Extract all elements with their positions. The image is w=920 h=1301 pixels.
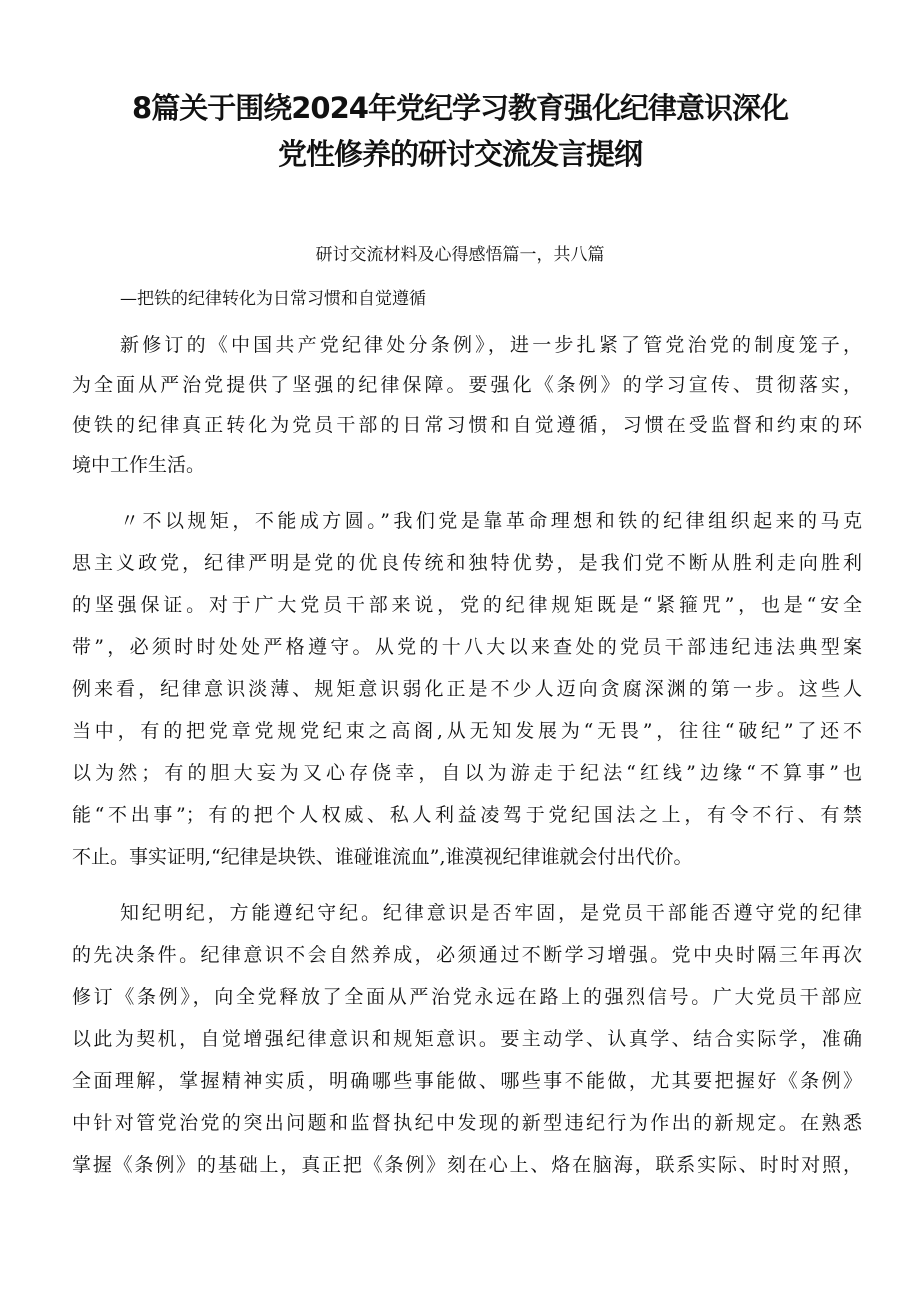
document-title-line-1: 8篇关于围绕2024年党纪学习教育强化纪律意识深化 [132,91,788,125]
paragraph-2-line-7: 以为然；有的胆大妄为又心存侥幸，自以为游走于纪法“红线”边缘“不算事”也 [72,762,862,784]
paragraph-2-line-5: 例来看，纪律意识淡薄、规矩意识弱化正是不少人迈向贪腐深渊的第一步。这些人 [72,678,862,700]
paragraph-3-line-6: 中针对管党治党的突出问题和监督执纪中发现的新型违纪行为作出的新规定。在熟悉 [72,1112,862,1134]
paragraph-2-line-9: 不止。事实证明,“纪律是块铁、谁碰谁流血”,谁漠视纪律谁就会付出代价。 [72,846,693,868]
document-title-line-2: 党性修养的研讨交流发言提纲 [277,137,642,171]
paragraph-3-line-1: 知纪明纪，方能遵纪守纪。纪律意识是否牢固，是党员干部能否遵守党的纪律 [120,902,862,924]
paragraph-3-line-2: 的先决条件。纪律意识不会自然养成，必须通过不断学习增强。党中央时隔三年再次 [72,944,862,966]
paragraph-3-line-4: 以此为契机，自觉增强纪律意识和规矩意识。要主动学、认真学、结合实际学，准确 [72,1028,862,1050]
paragraph-2-line-6: 当中，有的把党章党规党纪束之高阁,从无知发展为“无畏”，往往“破纪”了还不 [72,720,862,742]
paragraph-3-line-7: 掌握《条例》的基础上，真正把《条例》刻在心上、烙在脑海，联系实际、时时对照， [72,1154,862,1176]
paragraph-1-line-2: 为全面从严治党提供了坚强的纪律保障。要强化《条例》的学习宣传、贯彻落实， [72,374,862,396]
paragraph-3-line-3: 修订《条例》，向全党释放了全面从严治党永远在路上的强烈信号。广大党员干部应 [72,986,862,1008]
paragraph-1-line-3: 使铁的纪律真正转化为党员干部的日常习惯和自觉遵循，习惯在受监督和约束的环 [72,414,862,436]
paragraph-1-line-1: 新修订的《中国共产党纪律处分条例》，进一步扎紧了管党治党的制度笼子， [120,334,862,356]
paragraph-2-line-8: 能“不出事”；有的把个人权威、私人利益凌驾于党纪国法之上，有令不行、有禁 [72,804,862,826]
paragraph-2-line-3: 的坚强保证。对于广大党员干部来说，党的纪律规矩既是“紧箍咒”，也是“安全 [72,594,862,616]
paragraph-2-line-1: 〃不以规矩，不能成方圆。”我们党是靠革命理想和铁的纪律组织起来的马克 [120,510,862,532]
section-subtitle: 研讨交流材料及心得感悟篇一，共八篇 [315,245,605,265]
paragraph-3-line-5: 全面理解，掌握精神实质，明确哪些事能做、哪些事不能做，尤其要把握好《条例》 [72,1070,862,1092]
section-subheading: —把铁的纪律转化为日常习惯和自觉遵循 [120,289,426,309]
paragraph-2-line-2: 思主义政党，纪律严明是党的优良传统和独特优势，是我们党不断从胜利走向胜利 [72,552,862,574]
paragraph-2-line-4: 带”，必须时时处处严格遵守。从党的十八大以来查处的党员干部违纪违法典型案 [72,636,862,658]
paragraph-1-line-4: 境中工作生活。 [72,454,206,476]
